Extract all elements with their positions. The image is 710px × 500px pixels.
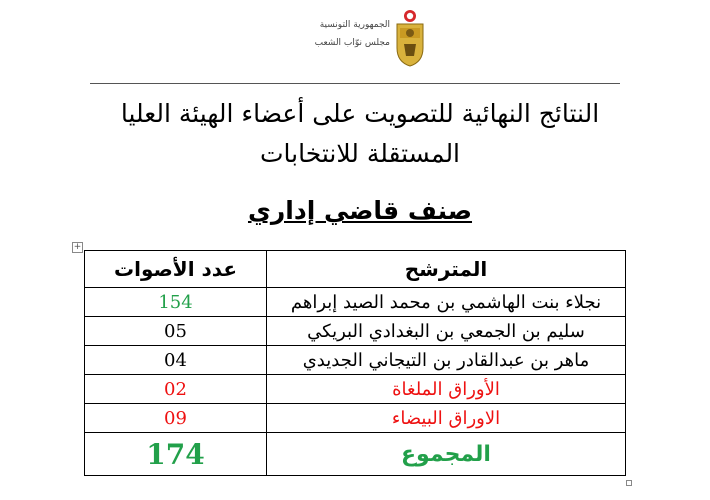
coat-of-arms-emblem [392, 8, 428, 68]
table-row [85, 317, 626, 346]
total-row [85, 433, 626, 476]
table-row [85, 288, 626, 317]
candidate-name: نجلاء بنت الهاشمي بن محمد الصيد إبراهم [267, 288, 626, 317]
blank-ballots-label: الاوراق البيضاء [267, 404, 626, 433]
canceled-ballots-label: الأوراق الملغاة [267, 375, 626, 404]
category-label: صنف قاضي إداري [247, 196, 473, 225]
total-value: 174 [85, 433, 267, 476]
title-line-2: المستقلة للانتخابات [259, 139, 461, 168]
header-divider [90, 83, 620, 84]
table-row [85, 375, 626, 404]
title-line-1: النتائج النهائية للتصويت على أعضاء الهيئة العليا [120, 99, 600, 128]
candidate-name: سليم بن الجمعي بن البغدادي البريكي [267, 317, 626, 346]
table-header-row [85, 251, 626, 288]
header-votes: عدد الأصوات [85, 251, 267, 288]
blank-ballots-count: 09 [85, 404, 267, 433]
header-candidate: المترشح [267, 251, 626, 288]
candidate-name: ماهر بن عبدالقادر بن التيجاني الجديدي [267, 346, 626, 375]
results-table [84, 250, 626, 476]
vote-count: 04 [85, 346, 267, 375]
page-title [40, 94, 680, 174]
canceled-ballots-count: 02 [85, 375, 267, 404]
table-row [85, 346, 626, 375]
letterhead [296, 8, 436, 74]
total-label: المجموع [267, 433, 626, 476]
header-parliament: مجلس نوّاب الشعب [314, 38, 390, 48]
header-country: الجمهورية التونسية [319, 20, 390, 30]
table-resize-handle[interactable] [626, 480, 632, 486]
vote-count: 154 [85, 288, 267, 317]
table-move-handle-icon[interactable]: + [73, 242, 82, 252]
category-heading [150, 196, 570, 225]
table-row [85, 404, 626, 433]
vote-count: 05 [85, 317, 267, 346]
